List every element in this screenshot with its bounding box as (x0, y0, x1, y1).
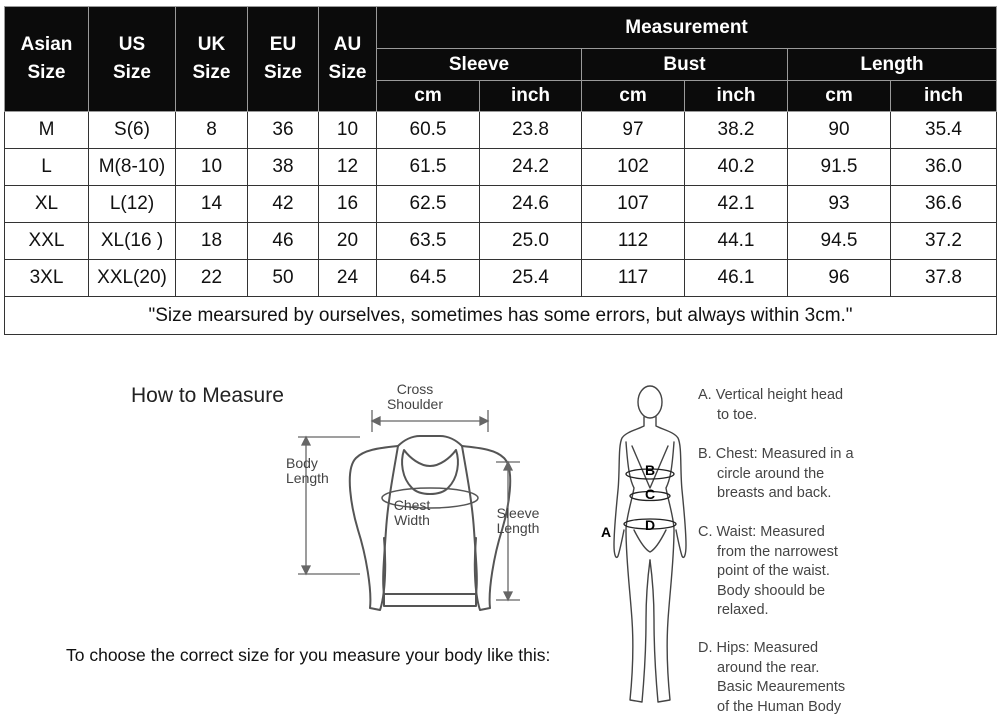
legend-item-a: A. Vertical height head to toe. (698, 387, 844, 423)
table-cell: 38 (248, 149, 319, 186)
table-cell: 42.1 (685, 186, 788, 223)
chest-width-label: Chest Width (393, 497, 431, 528)
table-cell: 97 (582, 112, 685, 149)
table-cell: 46 (248, 223, 319, 260)
header-bust-cm: cm (582, 81, 685, 112)
table-cell: 37.8 (891, 260, 997, 297)
table-cell: 25.0 (480, 223, 582, 260)
table-row (5, 260, 997, 297)
table-cell: M (5, 112, 89, 149)
table-cell: L(12) (89, 186, 176, 223)
measure-instruction: To choose the correct size for you measure your body like this: (66, 645, 551, 665)
table-cell: 62.5 (377, 186, 480, 223)
table-cell: 46.1 (685, 260, 788, 297)
header-bust: Bust (582, 49, 788, 81)
table-cell: 36.0 (891, 149, 997, 186)
table-cell: 117 (582, 260, 685, 297)
table-cell: 93 (788, 186, 891, 223)
table-cell: 12 (319, 149, 377, 186)
table-cell: 24.2 (480, 149, 582, 186)
legend-item-d: D. Hips: Measured around the rear. Basic Meaurements of the Human Body (698, 640, 846, 715)
sleeve-length-label: Sleeve Length (496, 505, 540, 536)
table-cell: 14 (176, 186, 248, 223)
header-au-size: AU Size (319, 7, 377, 112)
cross-shoulder-label: Cross Shoulder (386, 381, 444, 412)
table-cell: 91.5 (788, 149, 891, 186)
table-cell: S(6) (89, 112, 176, 149)
table-cell: 50 (248, 260, 319, 297)
header-sleeve-cm: cm (377, 81, 480, 112)
table-cell: 8 (176, 112, 248, 149)
table-cell: 40.2 (685, 149, 788, 186)
body-label-c: C (645, 486, 656, 502)
body-figure (596, 380, 696, 720)
table-cell: 36 (248, 112, 319, 149)
body-label-b: B (645, 462, 656, 478)
table-cell: 102 (582, 149, 685, 186)
table-cell: 90 (788, 112, 891, 149)
table-cell: 96 (788, 260, 891, 297)
table-cell: 10 (176, 149, 248, 186)
table-cell: XL(16 ) (89, 223, 176, 260)
table-row (5, 149, 997, 186)
legend-item-b: B. Chest: Measured in a circle around the breasts and back. (698, 446, 854, 501)
body-label-d: D (645, 517, 656, 533)
header-asian-size: Asian Size (5, 7, 89, 112)
table-cell: 64.5 (377, 260, 480, 297)
table-cell: 16 (319, 186, 377, 223)
table-cell: 42 (248, 186, 319, 223)
header-measurement: Measurement (377, 7, 997, 49)
how-to-measure-title: How to Measure (131, 384, 284, 407)
table-cell: 24 (319, 260, 377, 297)
header-length-cm: cm (788, 81, 891, 112)
table-cell: 38.2 (685, 112, 788, 149)
legend-item-c: C. Waist: Measured from the narrowest point of the waist. Body shoould be relaxed. (698, 524, 838, 618)
table-cell: 10 (319, 112, 377, 149)
table-cell: 94.5 (788, 223, 891, 260)
table-cell: 63.5 (377, 223, 480, 260)
header-sleeve: Sleeve (377, 49, 582, 81)
body-length-label: Body Length (286, 455, 329, 486)
header-length: Length (788, 49, 997, 81)
table-cell: 37.2 (891, 223, 997, 260)
body-label-a: A (601, 524, 612, 540)
table-cell: 24.6 (480, 186, 582, 223)
header-length-inch: inch (891, 81, 997, 112)
table-row (5, 223, 997, 260)
table-cell: L (5, 149, 89, 186)
table-cell: 25.4 (480, 260, 582, 297)
table-cell: 112 (582, 223, 685, 260)
table-cell: 35.4 (891, 112, 997, 149)
table-cell: 60.5 (377, 112, 480, 149)
table-cell: 3XL (5, 260, 89, 297)
table-cell: 23.8 (480, 112, 582, 149)
table-cell: XXL(20) (89, 260, 176, 297)
header-uk-size: UK Size (176, 7, 248, 112)
size-chart-table (4, 6, 997, 335)
table-cell: 36.6 (891, 186, 997, 223)
header-sleeve-inch: inch (480, 81, 582, 112)
table-cell: XL (5, 186, 89, 223)
header-eu-size: EU Size (248, 7, 319, 112)
table-cell: M(8-10) (89, 149, 176, 186)
table-row (5, 112, 997, 149)
table-cell: 61.5 (377, 149, 480, 186)
table-cell: 18 (176, 223, 248, 260)
measurement-note: "Size mearsured by ourselves, sometimes has some errors, but always within 3cm." (5, 297, 997, 335)
table-cell: 20 (319, 223, 377, 260)
table-row (5, 186, 997, 223)
header-bust-inch: inch (685, 81, 788, 112)
how-to-measure-section (0, 370, 1000, 720)
table-cell: 44.1 (685, 223, 788, 260)
table-cell: 22 (176, 260, 248, 297)
table-cell: 107 (582, 186, 685, 223)
header-us-size: US Size (89, 7, 176, 112)
table-cell: XXL (5, 223, 89, 260)
